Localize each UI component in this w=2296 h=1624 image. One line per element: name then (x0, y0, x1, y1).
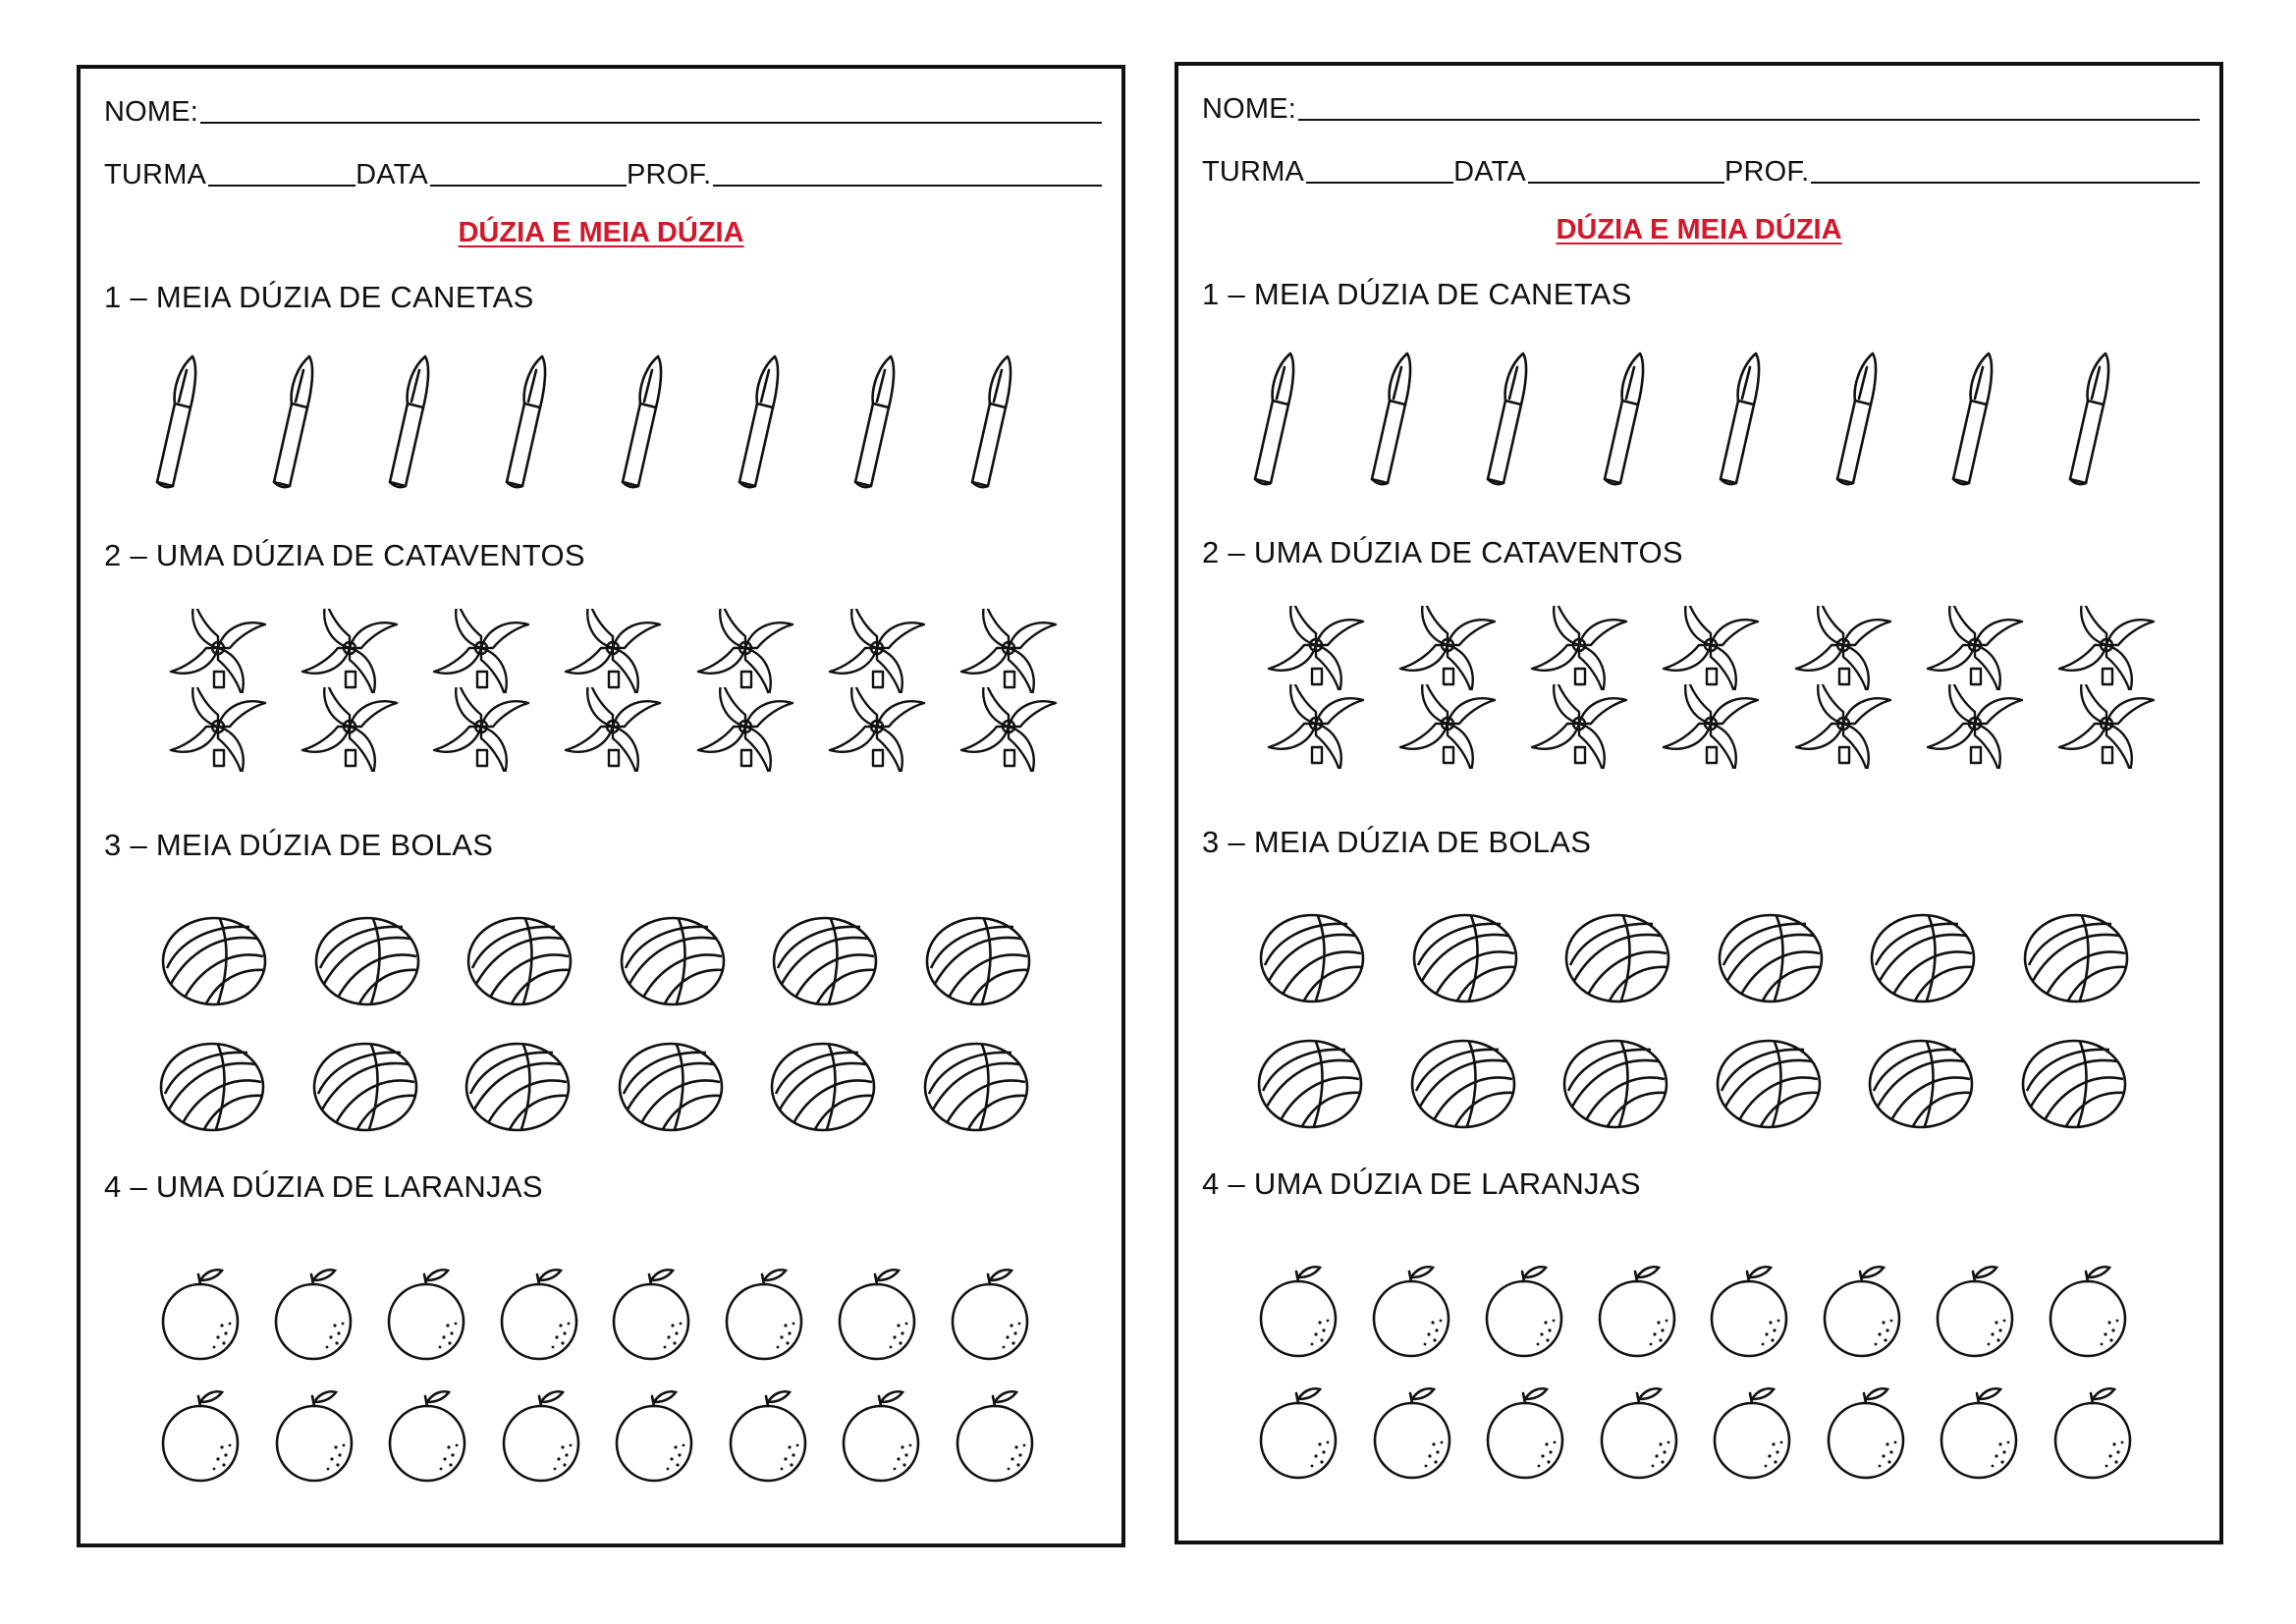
orange-icon (1596, 1262, 1680, 1360)
teacher-label: PROF. (1723, 156, 1810, 188)
orange-icon (727, 1386, 811, 1485)
pinwheel-icon (1916, 684, 2034, 769)
class-date-teacher-row (104, 159, 1102, 191)
name-field-row (104, 96, 1102, 129)
orange-icon (159, 1265, 244, 1363)
ball-icon (312, 913, 422, 1009)
orange-icon (1711, 1383, 1795, 1482)
pinwheel-icon (1257, 606, 1375, 690)
question-4: 4 – UMA DÚZIA DE LARANJAS (1202, 1166, 1641, 1201)
orange-icon (2051, 1383, 2136, 1482)
pen-icon (382, 352, 451, 490)
orange-icon (1483, 1262, 1567, 1360)
ball-icon (1714, 1036, 1824, 1132)
worksheet-left (77, 65, 1125, 1547)
orange-icon (1484, 1383, 1568, 1482)
class-blank[interactable] (208, 185, 355, 187)
pinwheel-icon (2048, 684, 2165, 769)
pen-icon (499, 352, 568, 490)
orange-icon (1821, 1262, 1905, 1360)
ball-icon (1257, 910, 1367, 1006)
question-2: 2 – UMA DÚZIA DE CATAVENTOS (1202, 535, 1683, 569)
orange-icon (840, 1386, 924, 1485)
name-blank[interactable] (1298, 119, 2200, 121)
orange-icon (1934, 1262, 2018, 1360)
ball-icon (921, 1039, 1031, 1135)
pinwheel-icon (1389, 684, 1506, 769)
orange-icon (1257, 1262, 1341, 1360)
worksheet-title: DÚZIA E MEIA DÚZIA (458, 217, 744, 248)
question-4: 4 – UMA DÚZIA DE LARANJAS (104, 1169, 543, 1204)
worksheet-right (1175, 62, 2223, 1544)
pens-row (1247, 350, 2131, 487)
date-blank[interactable] (430, 185, 627, 187)
class-label: TURMA (1202, 156, 1305, 188)
orange-icon (272, 1265, 356, 1363)
class-blank[interactable] (1306, 182, 1453, 184)
question-3: 3 – MEIA DÚZIA DE BOLAS (104, 828, 494, 862)
oranges-row-2 (1257, 1383, 2136, 1482)
orange-icon (2047, 1262, 2131, 1360)
balls-row-2 (157, 1039, 1031, 1135)
name-label: NOME: (1202, 93, 1297, 125)
teacher-blank[interactable] (713, 185, 1102, 187)
pen-icon (1364, 350, 1433, 487)
balls-row-1 (159, 913, 1033, 1009)
teacher-blank[interactable] (1811, 182, 2200, 184)
orange-icon (1708, 1262, 1792, 1360)
name-label: NOME: (104, 96, 199, 128)
orange-icon (1371, 1383, 1455, 1482)
pinwheel-icon (554, 687, 672, 772)
ball-icon (1408, 1036, 1518, 1132)
orange-icon (949, 1265, 1033, 1363)
date-label: DATA (1453, 156, 1526, 188)
pinwheels-row-1 (159, 609, 1067, 693)
oranges-row-1 (159, 1265, 1033, 1363)
pinwheels-row-1 (1257, 606, 2165, 690)
pinwheel-icon (1520, 684, 1638, 769)
pinwheel-icon (422, 687, 540, 772)
orange-icon (273, 1386, 357, 1485)
pinwheel-icon (1916, 606, 2034, 690)
pens-row (149, 352, 1033, 490)
orange-icon (954, 1386, 1038, 1485)
pinwheels-row-2 (1257, 684, 2165, 769)
teacher-label: PROF. (626, 159, 712, 190)
pinwheel-icon (818, 687, 936, 772)
ball-icon (768, 1039, 878, 1135)
ball-icon (1866, 1036, 1976, 1132)
pinwheel-icon (159, 687, 277, 772)
orange-icon (723, 1265, 807, 1363)
orange-icon (386, 1386, 470, 1485)
pen-icon (1945, 350, 2014, 487)
date-label: DATA (355, 159, 428, 190)
orange-icon (159, 1386, 244, 1485)
pinwheels-row-2 (159, 687, 1067, 772)
pen-icon (615, 352, 683, 490)
ball-icon (463, 1039, 573, 1135)
question-1: 1 – MEIA DÚZIA DE CANETAS (104, 280, 534, 314)
name-field-row (1202, 93, 2200, 126)
pinwheel-icon (818, 609, 936, 693)
orange-icon (613, 1386, 697, 1485)
ball-icon (770, 913, 880, 1009)
pinwheel-icon (950, 609, 1067, 693)
name-blank[interactable] (200, 122, 1102, 124)
pinwheel-icon (1257, 684, 1375, 769)
ball-icon (2019, 1036, 2129, 1132)
pen-icon (964, 352, 1033, 490)
pen-icon (1480, 350, 1549, 487)
pinwheel-icon (554, 609, 672, 693)
question-1: 1 – MEIA DÚZIA DE CANETAS (1202, 277, 1632, 311)
pen-icon (1713, 350, 1781, 487)
pen-icon (1830, 350, 1898, 487)
ball-icon (465, 913, 574, 1009)
ball-icon (618, 913, 728, 1009)
pinwheel-icon (1784, 684, 1902, 769)
pen-icon (2062, 350, 2131, 487)
question-2: 2 – UMA DÚZIA DE CATAVENTOS (104, 538, 585, 572)
ball-icon (157, 1039, 267, 1135)
pinwheel-icon (159, 609, 277, 693)
pinwheel-icon (950, 687, 1067, 772)
date-blank[interactable] (1528, 182, 1724, 184)
orange-icon (385, 1265, 469, 1363)
ball-icon (616, 1039, 726, 1135)
orange-icon (836, 1265, 920, 1363)
orange-icon (1938, 1383, 2022, 1482)
pinwheel-icon (1784, 606, 1902, 690)
orange-icon (500, 1386, 584, 1485)
orange-icon (1825, 1383, 1909, 1482)
orange-icon (1370, 1262, 1454, 1360)
pinwheel-icon (2048, 606, 2165, 690)
pinwheel-icon (1520, 606, 1638, 690)
ball-icon (310, 1039, 420, 1135)
question-3: 3 – MEIA DÚZIA DE BOLAS (1202, 825, 1592, 859)
pen-icon (732, 352, 800, 490)
orange-icon (1598, 1383, 1682, 1482)
class-date-teacher-row (1202, 156, 2200, 189)
pinwheel-icon (1652, 684, 1770, 769)
pinwheel-icon (1652, 606, 1770, 690)
pinwheel-icon (291, 609, 409, 693)
pen-icon (1597, 350, 1666, 487)
ball-icon (1255, 1036, 1365, 1132)
ball-icon (1410, 910, 1520, 1006)
ball-icon (1560, 1036, 1670, 1132)
pinwheel-icon (291, 687, 409, 772)
pinwheel-icon (686, 687, 804, 772)
ball-icon (159, 913, 269, 1009)
ball-icon (1562, 910, 1672, 1006)
pen-icon (1247, 350, 1316, 487)
ball-icon (2021, 910, 2131, 1006)
class-label: TURMA (104, 159, 207, 190)
pinwheel-icon (686, 609, 804, 693)
oranges-row-1 (1257, 1262, 2131, 1360)
oranges-row-2 (159, 1386, 1038, 1485)
orange-icon (498, 1265, 582, 1363)
balls-row-2 (1255, 1036, 2129, 1132)
orange-icon (1257, 1383, 1341, 1482)
orange-icon (610, 1265, 694, 1363)
balls-row-1 (1257, 910, 2131, 1006)
worksheet-title: DÚZIA E MEIA DÚZIA (1556, 214, 1842, 245)
ball-icon (1716, 910, 1826, 1006)
pinwheel-icon (422, 609, 540, 693)
ball-icon (923, 913, 1033, 1009)
pen-icon (847, 352, 916, 490)
pinwheel-icon (1389, 606, 1506, 690)
pen-icon (266, 352, 335, 490)
ball-icon (1868, 910, 1978, 1006)
pen-icon (149, 352, 218, 490)
